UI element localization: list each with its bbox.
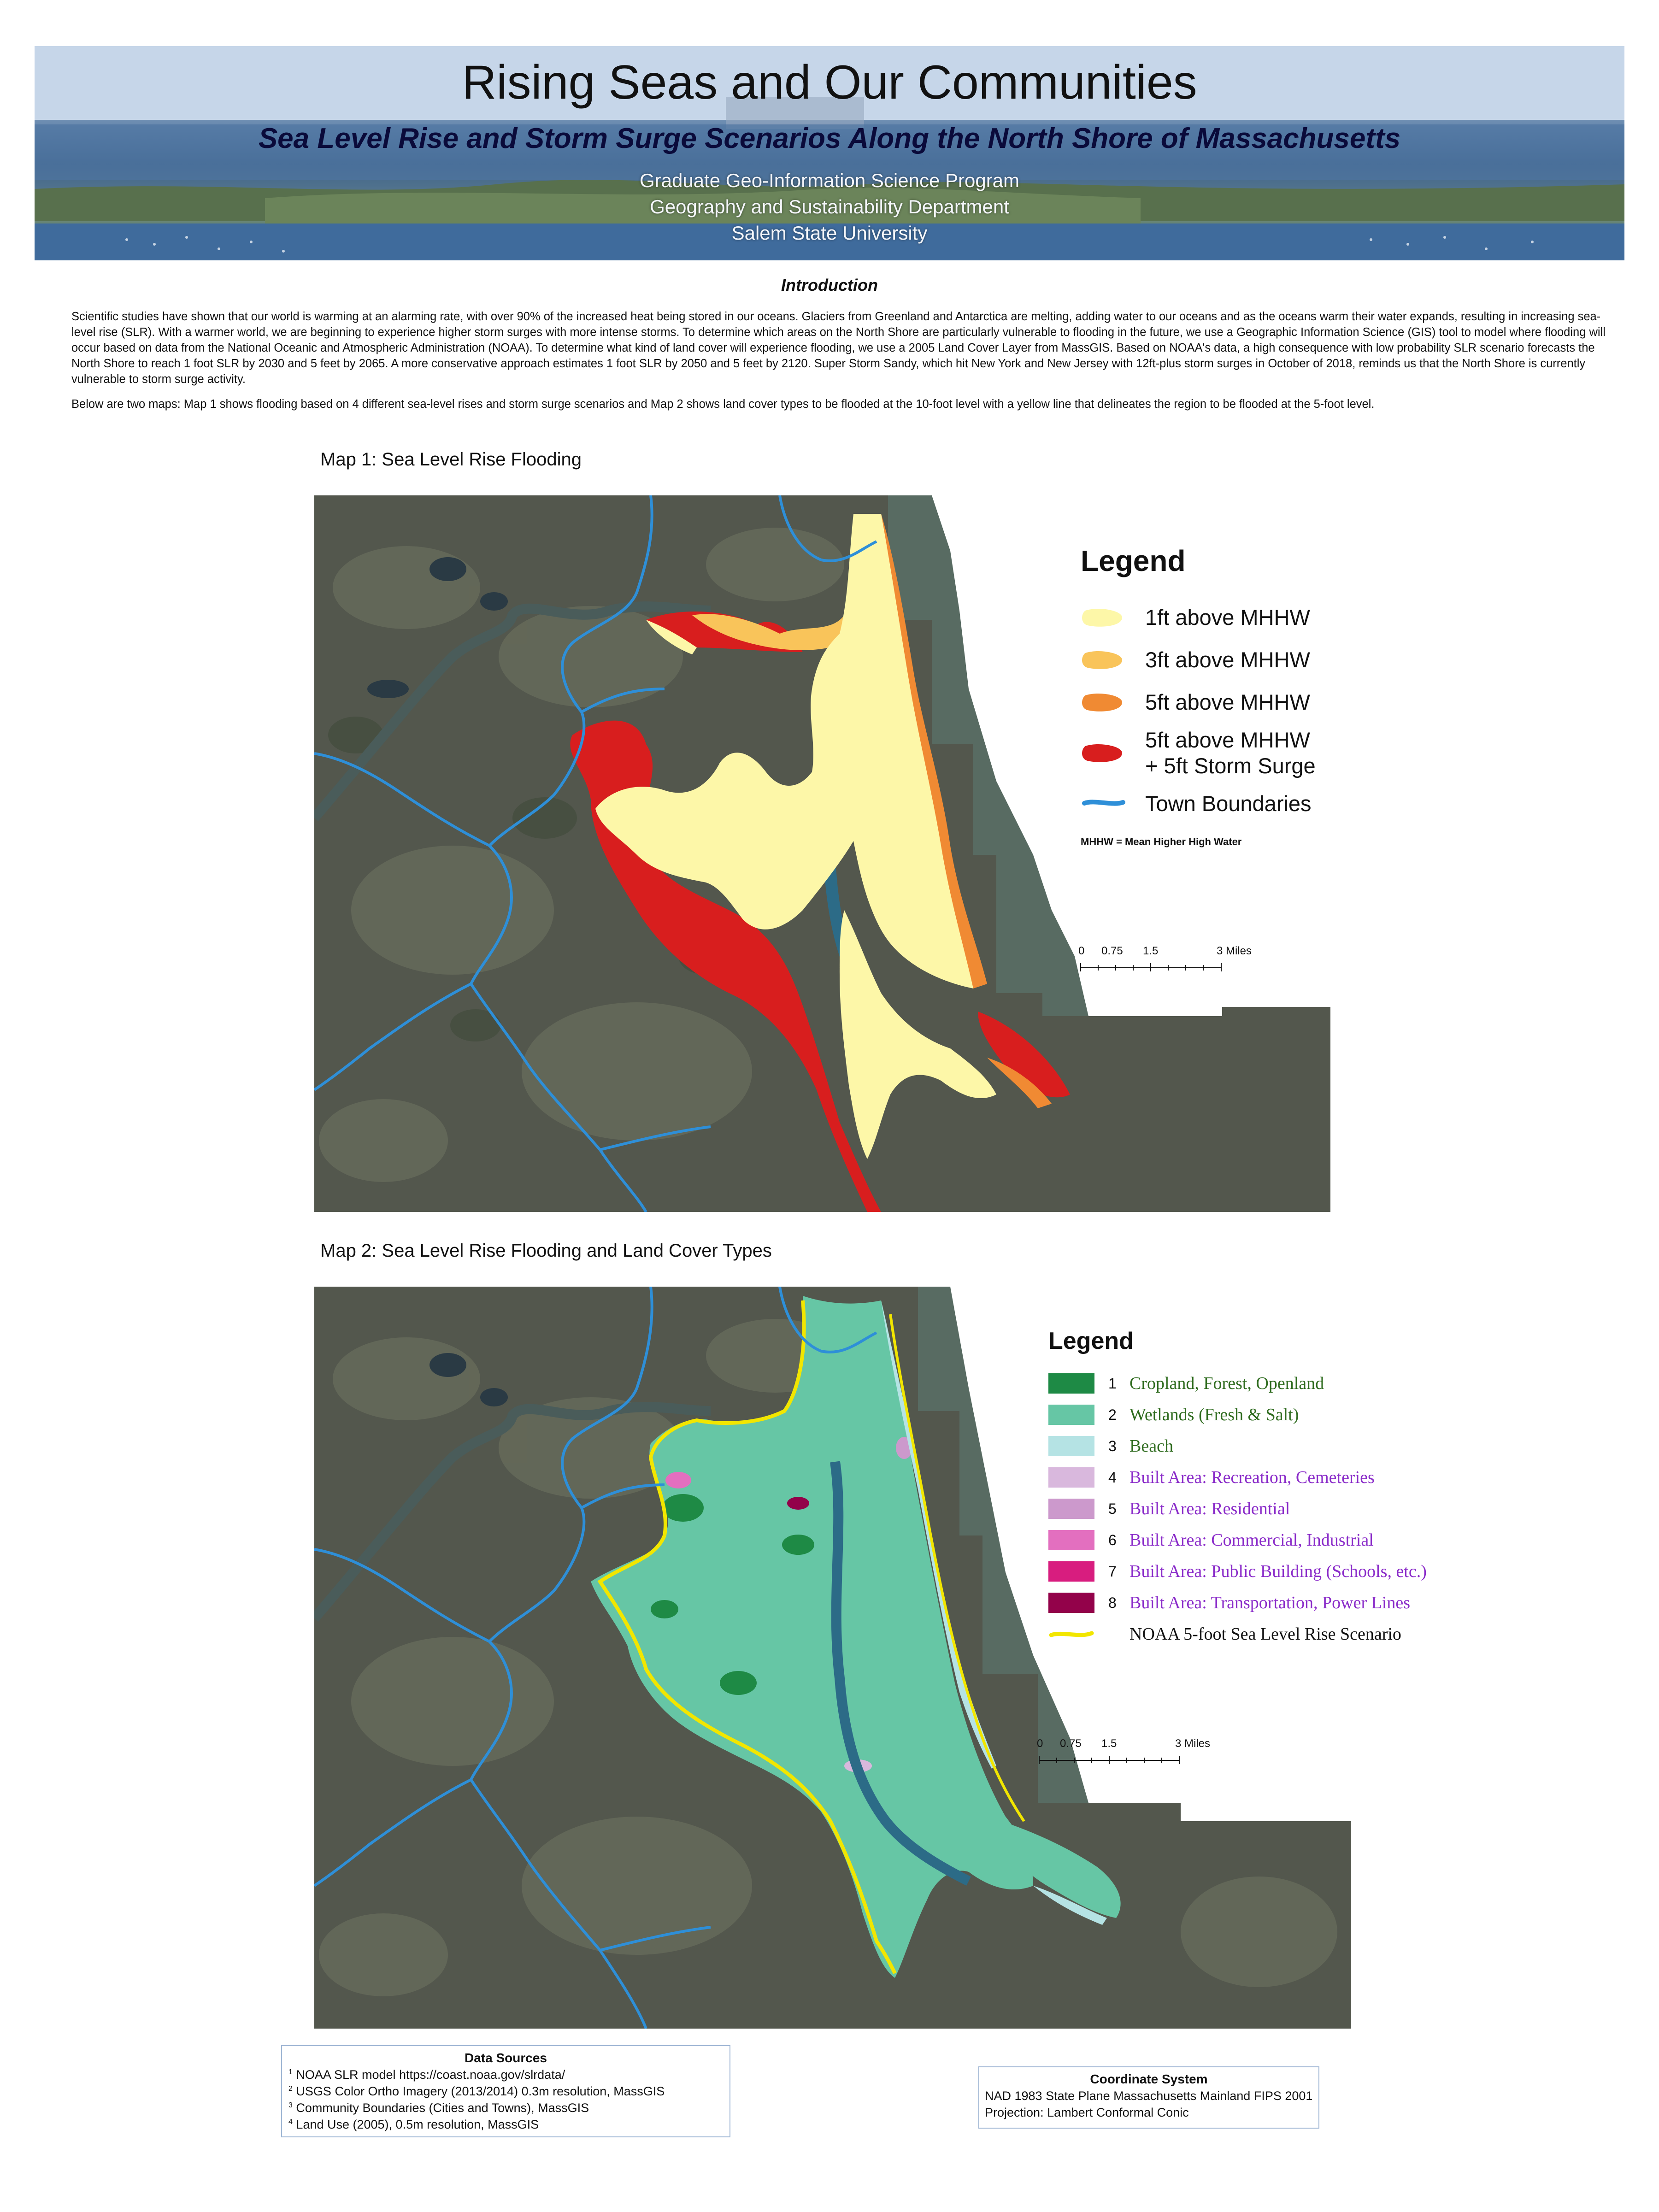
- map2-legend-item: [1048, 1587, 1463, 1618]
- data-source-item: $^4$ Land Use (2005), 0.5m resolution, MassGIS: [288, 2118, 539, 2131]
- coordinate-system-title: Coordinate System: [1090, 2072, 1208, 2086]
- map2-legend-label: Built Area: Recreation, Cemeteries: [1130, 1468, 1375, 1487]
- map1-legend-item: [1081, 681, 1403, 724]
- map2-legend-line: [1048, 1624, 1094, 1644]
- map2-legend-label: Built Area: Commercial, Industrial: [1130, 1530, 1374, 1550]
- map2-legend-item: [1048, 1430, 1463, 1462]
- intro-paragraph-1: Scientific studies have shown that our world is warming at an alarming rate, with over 90% of the increased heat being stored in our oceans. Glaciers from Greenland and Antarctica are melting, adding water to our oceans and as the oceans warm their water expands, resulting in increasing sea-level rise (SLR). With a warmer world, we are beginning to experience higher storm surges with more intense storms. To determine which areas on the North Shore are particularly vulnerable to flooding in the future, we use a Geographic Information Science (GIS) tool to model where flooding will occur based on data from the National Oceanic and Atmospheric Administration (NOAA). To determine what kind of land cover will experience flooding, we use a 2005 Land Cover Layer from MassGIS. Based on NOAA's data, a high consequence with low probability SLR scenario forecasts the North Shore to reach 1 foot SLR by 2030 and 5 feet by 2065. A more conservative approach estimates 1 foot SLR by 2050 and 5 feet by 2120. Super Storm Sandy, which hit New York and New Jersey with 12ft-plus storm surges in October of 2018, reminds us that the North Shore is currently vulnerable to storm surge activity.: [71, 310, 1606, 386]
- map2-legend-number: 2: [1108, 1406, 1117, 1423]
- map2-legend-item: [1048, 1493, 1463, 1524]
- department-name: Geography and Sustainability Department: [650, 196, 1009, 218]
- map2-title: Map 2: Sea Level Rise Flooding and Land Cover Types: [320, 1241, 772, 1261]
- map1-legend-item: [1081, 782, 1403, 825]
- scale-tick-label: 1.5: [1101, 1737, 1117, 1750]
- data-source-item: $^2$ USGS Color Ortho Imagery (2013/2014) 0.3m resolution, MassGIS: [288, 2084, 665, 2098]
- map1-legend-line: [1081, 792, 1127, 815]
- map2-scale-bar: [1037, 1737, 1211, 1770]
- map2-legend-title: Legend: [1048, 1328, 1134, 1354]
- scale-tick-label: 0: [1037, 1737, 1043, 1750]
- map1-legend-label: 1ft above MHHW: [1145, 605, 1310, 629]
- map2-legend-item: [1048, 1618, 1463, 1650]
- data-sources-box: [281, 2045, 730, 2137]
- map2-legend-swatch: [1048, 1405, 1094, 1425]
- map2-legend-label: Built Area: Public Building (Schools, etc.): [1130, 1562, 1427, 1581]
- intro-paragraph-2: Below are two maps: Map 1 shows flooding based on 4 different sea-level rises and storm surge scenarios and Map 2 shows land cover types to be flooded at the 10-foot level with a yellow line that delineates the region to be flooded at the 5-foot level.: [71, 398, 1375, 411]
- map2-legend-number: 4: [1108, 1469, 1117, 1486]
- map2-legend-swatch: [1048, 1467, 1094, 1488]
- coordinate-system-box: [978, 2066, 1319, 2129]
- coordinate-system-projection: Projection: Lambert Conformal Conic: [985, 2106, 1189, 2119]
- map1-legend-swatch: [1081, 648, 1127, 671]
- map1-legend: [1081, 544, 1403, 848]
- map1-legend-note: MHHW = Mean Higher High Water: [1081, 836, 1242, 847]
- map2-legend-swatch: [1048, 1436, 1094, 1456]
- scale-tick-label: 1.5: [1143, 945, 1159, 957]
- map2-legend-item: [1048, 1524, 1463, 1556]
- map1-legend-label: Town Boundaries: [1145, 791, 1312, 816]
- map1-legend-swatch: [1081, 741, 1127, 765]
- map2-legend-item: [1048, 1462, 1463, 1493]
- map2-legend-swatch: [1048, 1499, 1094, 1519]
- intro-heading: Introduction: [781, 276, 878, 294]
- map1-legend-swatch: [1081, 606, 1127, 629]
- university-name: Salem State University: [731, 222, 928, 244]
- map2-legend-item: [1048, 1399, 1463, 1430]
- map2-legend-item: [1048, 1368, 1463, 1399]
- map2-legend-number: 6: [1108, 1531, 1117, 1548]
- map2-legend-label: Beach: [1130, 1436, 1173, 1456]
- intro-text: [71, 309, 1606, 421]
- map1-legend-title: Legend: [1081, 544, 1186, 577]
- map2-legend-swatch: [1048, 1561, 1094, 1582]
- scale-tick-label: 0.75: [1060, 1737, 1082, 1750]
- map1-legend-item: [1081, 639, 1403, 681]
- scale-tick-label: 0: [1078, 945, 1085, 957]
- map1-legend-label: 3ft above MHHW: [1145, 647, 1310, 672]
- poster-title: Rising Seas and Our Communities: [462, 56, 1197, 109]
- map2-legend-swatch: [1048, 1373, 1094, 1394]
- coordinate-system-datum: NAD 1983 State Plane Massachusetts Mainland FIPS 2001: [985, 2089, 1313, 2103]
- map2-legend-number: 3: [1108, 1437, 1117, 1454]
- map2-legend-swatch: [1048, 1593, 1094, 1613]
- scale-tick-label: 3 Miles: [1217, 945, 1252, 957]
- map2-legend-item: [1048, 1556, 1463, 1587]
- map1-legend-item: [1081, 724, 1403, 782]
- map2-legend-label: Built Area: Transportation, Power Lines: [1130, 1593, 1411, 1612]
- scale-tick-label: 0.75: [1101, 945, 1123, 957]
- map1-legend-item: [1081, 596, 1403, 639]
- map2-legend-label: Cropland, Forest, Openland: [1130, 1374, 1324, 1393]
- map2-legend-number: 5: [1108, 1500, 1117, 1517]
- poster-subtitle: Sea Level Rise and Storm Surge Scenarios Along the North Shore of Massachusetts: [258, 123, 1401, 154]
- map2-legend-number: 7: [1108, 1563, 1117, 1580]
- data-source-item: $^1$ NOAA SLR model https://coast.noaa.gov/slrdata/: [288, 2068, 565, 2082]
- map2-legend-label: Built Area: Residential: [1130, 1499, 1290, 1518]
- map1-title: Map 1: Sea Level Rise Flooding: [320, 449, 582, 470]
- map2-legend-number: 1: [1108, 1375, 1117, 1392]
- map1-scale-bar: [1078, 945, 1252, 977]
- scale-bar-graphic: [1037, 1737, 1194, 1770]
- map1-legend-swatch: [1081, 691, 1127, 714]
- program-name: Graduate Geo-Information Science Program: [639, 170, 1020, 191]
- header-banner: [35, 46, 1624, 260]
- map1-legend-label: 5ft above MHHW + 5ft Storm Surge: [1145, 728, 1316, 778]
- data-source-item: $^3$ Community Boundaries (Cities and Towns), MassGIS: [288, 2101, 589, 2115]
- map2-legend-label: Wetlands (Fresh & Salt): [1130, 1405, 1299, 1424]
- map2-legend-number: 8: [1108, 1594, 1117, 1611]
- map2-legend-label: NOAA 5-foot Sea Level Rise Scenario: [1130, 1624, 1401, 1644]
- data-sources-title: Data Sources: [465, 2051, 547, 2065]
- scale-bar-graphic: [1078, 945, 1235, 977]
- scale-tick-label: 3 Miles: [1175, 1737, 1211, 1750]
- map2-legend-swatch: [1048, 1530, 1094, 1550]
- map2-legend: [1048, 1327, 1463, 1650]
- map1-legend-label: 5ft above MHHW: [1145, 690, 1310, 714]
